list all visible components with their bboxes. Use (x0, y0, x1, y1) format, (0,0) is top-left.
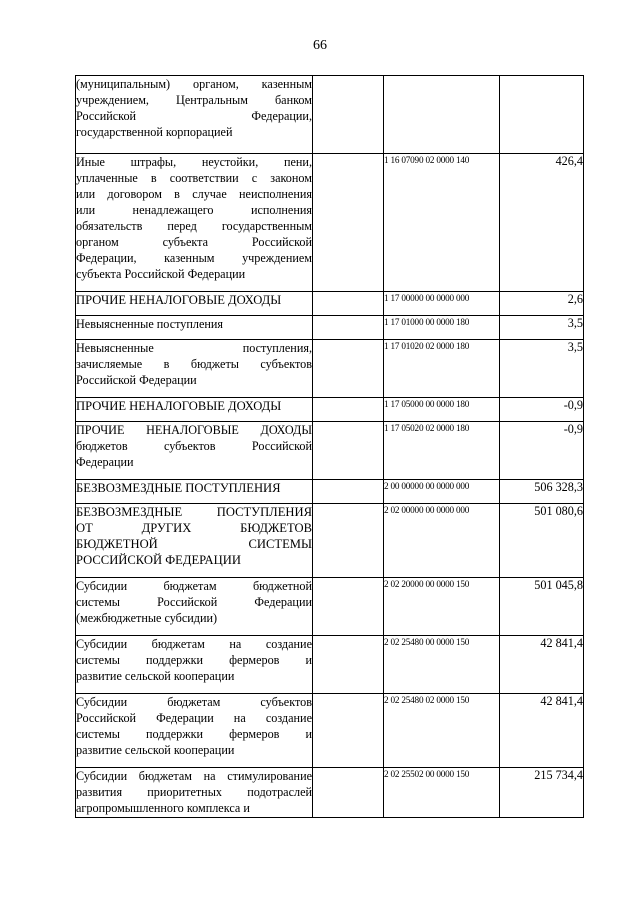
revenue-name-line: или договором в случае неисполнения (76, 187, 312, 201)
revenue-name-line: учреждением, Центральным банком (76, 93, 312, 107)
budget-code-cell: 2 02 20000 00 0000 150 (384, 578, 500, 636)
revenue-name-line: Российской Федерации на создание (76, 711, 312, 725)
table-row (76, 292, 584, 316)
table-row (76, 480, 584, 504)
budget-code-cell: 2 02 00000 00 0000 000 (384, 504, 500, 578)
revenue-name-cell (76, 316, 313, 340)
amount-cell: -0,9 (500, 422, 584, 480)
revenue-name-cell (76, 504, 313, 578)
budget-code-cell: 2 02 25480 02 0000 150 (384, 694, 500, 768)
amount-cell: 426,4 (500, 154, 584, 292)
budget-code-cell: 1 17 00000 00 0000 000 (384, 292, 500, 316)
revenue-name-cell (76, 480, 313, 504)
revenue-name-line: системы Российской Федерации (76, 595, 312, 609)
empty-cell (313, 154, 384, 292)
revenue-name-line: БЮДЖЕТНОЙ СИСТЕМЫ (76, 537, 312, 551)
revenue-name-cell (76, 398, 313, 422)
revenue-name-line: (муниципальным) органом, казенным (76, 77, 312, 91)
empty-cell (313, 292, 384, 316)
revenue-name-line: РОССИЙСКОЙ ФЕДЕРАЦИИ (76, 553, 241, 567)
table-row (76, 504, 584, 578)
amount-cell: 42 841,4 (500, 694, 584, 768)
revenue-name-line: (межбюджетные субсидии) (76, 611, 218, 625)
table-row (76, 422, 584, 480)
revenue-name-line: агропромышленного комплекса и (76, 801, 250, 815)
revenue-name-line: развития приоритетных подотраслей (76, 785, 312, 799)
revenue-name-line: или ненадлежащего исполнения (76, 203, 312, 217)
revenue-name-line: зачисляемые в бюджеты субъектов (76, 357, 312, 371)
table-row (76, 694, 584, 768)
revenue-name-line: Субсидии бюджетам на стимулирование (76, 769, 312, 783)
amount-cell: 506 328,3 (500, 480, 584, 504)
revenue-name-line: ПРОЧИЕ НЕНАЛОГОВЫЕ ДОХОДЫ (76, 423, 312, 437)
amount-cell: -0,9 (500, 398, 584, 422)
revenue-name-line: Субсидии бюджетам бюджетной (76, 579, 312, 593)
table-row (76, 636, 584, 694)
revenue-name-line: Иные штрафы, неустойки, пени, (76, 155, 312, 169)
revenue-name-cell (76, 292, 313, 316)
amount-cell: 501 045,8 (500, 578, 584, 636)
revenue-name-line: развитие сельской кооперации (76, 669, 235, 683)
revenue-name-line: Невыясненные поступления (76, 317, 224, 331)
revenue-name-cell (76, 636, 313, 694)
revenue-name-line: БЕЗВОЗМЕЗДНЫЕ ПОСТУПЛЕНИЯ (76, 481, 281, 495)
empty-cell (313, 398, 384, 422)
empty-cell (313, 480, 384, 504)
revenue-name-line: Субсидии бюджетам на создание (76, 637, 312, 651)
page-number: 66 (313, 38, 327, 53)
revenue-name-line: государственной корпорацией (76, 125, 233, 139)
revenue-name-cell (76, 578, 313, 636)
budget-code-cell: 1 17 05020 02 0000 180 (384, 422, 500, 480)
amount-cell: 501 080,6 (500, 504, 584, 578)
revenue-name-cell (76, 340, 313, 398)
revenue-name-line: обязательств перед государственным (76, 219, 312, 233)
revenue-name-line: БЕЗВОЗМЕЗДНЫЕ ПОСТУПЛЕНИЯ (76, 505, 312, 519)
budget-code-cell: 1 17 05000 00 0000 180 (384, 398, 500, 422)
empty-cell (313, 316, 384, 340)
amount-cell: 3,5 (500, 316, 584, 340)
revenue-name-cell (76, 768, 313, 818)
revenue-name-line: бюджетов субъектов Российской (76, 439, 312, 453)
budget-code-cell: 1 17 01000 00 0000 180 (384, 316, 500, 340)
revenue-name-cell (76, 422, 313, 480)
revenue-name-line: развитие сельской кооперации (76, 743, 235, 757)
revenue-name-line: Федерации (76, 455, 134, 469)
revenue-name-line: системы поддержки фермеров и (76, 727, 312, 741)
revenue-name-line: уплаченные в соответствии с законом (76, 171, 312, 185)
revenue-name-line: Невыясненные поступления, (76, 341, 312, 355)
revenue-name-line: органом субъекта Российской (76, 235, 312, 249)
budget-code-cell: 2 02 25502 00 0000 150 (384, 768, 500, 818)
amount-cell: 2,6 (500, 292, 584, 316)
budget-code-cell: 1 16 07090 02 0000 140 (384, 154, 500, 292)
empty-cell (313, 504, 384, 578)
revenue-table (75, 75, 584, 818)
revenue-name-cell (76, 76, 313, 154)
amount-cell: 42 841,4 (500, 636, 584, 694)
empty-cell (313, 636, 384, 694)
amount-cell: 3,5 (500, 340, 584, 398)
empty-cell (313, 768, 384, 818)
revenue-name-line: Субсидии бюджетам субъектов (76, 695, 312, 709)
table-row (76, 316, 584, 340)
revenue-name-line: Федерации, казенным учреждением (76, 251, 312, 265)
revenue-name-line: субъекта Российской Федерации (76, 267, 246, 281)
budget-code-cell: 2 00 00000 00 0000 000 (384, 480, 500, 504)
amount-cell: 215 734,4 (500, 768, 584, 818)
table-row (76, 578, 584, 636)
revenue-name-cell (76, 694, 313, 768)
budget-code-cell (384, 76, 500, 154)
budget-code-cell: 2 02 25480 00 0000 150 (384, 636, 500, 694)
revenue-name-line: Российской Федерации (76, 373, 197, 387)
empty-cell (313, 694, 384, 768)
revenue-table-body (76, 76, 584, 818)
empty-cell (313, 76, 384, 154)
revenue-name-line: Российской Федерации, (76, 109, 312, 123)
revenue-name-line: ОТ ДРУГИХ БЮДЖЕТОВ (76, 521, 312, 535)
table-row (76, 76, 584, 154)
table-row (76, 154, 584, 292)
revenue-name-line: системы поддержки фермеров и (76, 653, 312, 667)
budget-code-cell: 1 17 01020 02 0000 180 (384, 340, 500, 398)
empty-cell (313, 422, 384, 480)
revenue-name-line: ПРОЧИЕ НЕНАЛОГОВЫЕ ДОХОДЫ (76, 293, 282, 307)
empty-cell (313, 340, 384, 398)
empty-cell (313, 578, 384, 636)
table-row (76, 340, 584, 398)
amount-cell (500, 76, 584, 154)
revenue-name-line: ПРОЧИЕ НЕНАЛОГОВЫЕ ДОХОДЫ (76, 399, 282, 413)
revenue-name-cell (76, 154, 313, 292)
table-row (76, 398, 584, 422)
table-row (76, 768, 584, 818)
